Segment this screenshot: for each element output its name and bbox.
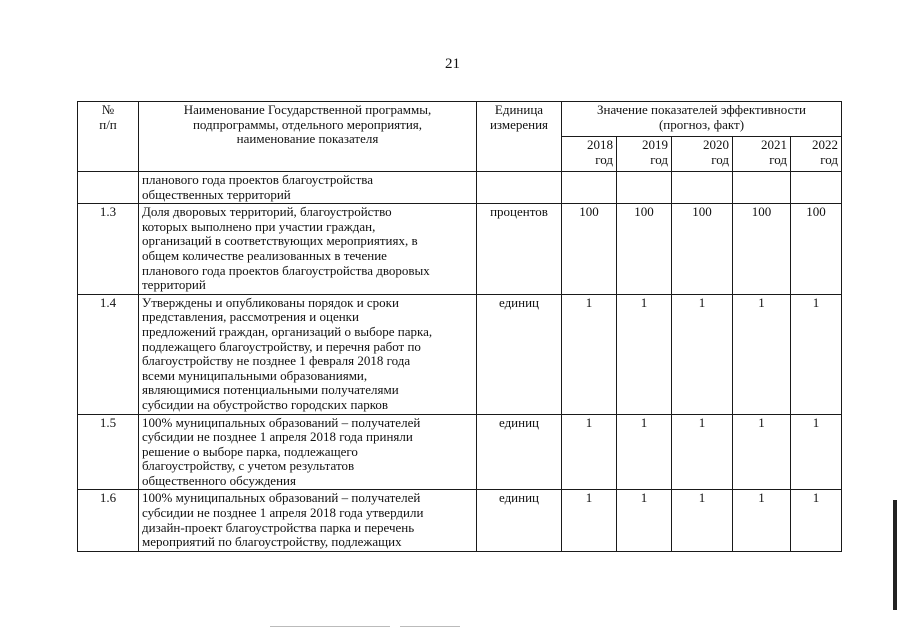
row-value-2018: 1	[562, 294, 617, 414]
row-value-2018	[562, 172, 617, 204]
row-value-2019: 1	[617, 294, 672, 414]
row-value-2022: 1	[791, 294, 842, 414]
header-values-title-text: Значение показателей эффективности (прогноз, факт)	[597, 102, 806, 132]
row-indicator-name: Утверждены и опубликованы порядок и сроки представления, рассмотрения и оценки предложений граждан, организаций о выборе парка, подлежащего благоустройству, и перечня работ по благоустройству не позднее 1 февраля 2018 года всеми муниципальными образованиями, являющимися потенциальными получателями субсидии на обустройство городских парков	[139, 294, 477, 414]
indicators-table	[77, 101, 842, 552]
row-unit: единиц	[477, 294, 562, 414]
year-number: 2020	[703, 137, 729, 152]
row-value-2020: 1	[672, 294, 733, 414]
header-num	[78, 102, 139, 172]
year-number: 2021	[761, 137, 787, 152]
scan-noise-line	[270, 626, 390, 627]
header-year	[672, 137, 733, 172]
row-value-2021: 1	[733, 414, 791, 490]
page-number: 21	[445, 56, 460, 72]
row-value-2022	[791, 172, 842, 204]
row-value-2021	[733, 172, 791, 204]
row-value-2020: 100	[672, 204, 733, 295]
header-unit	[477, 102, 562, 172]
row-value-2022: 1	[791, 414, 842, 490]
row-value-2021: 1	[733, 294, 791, 414]
header-name-text: Наименование Государственной программы, подпрограммы, отдельного мероприятия, наименование показателя	[183, 102, 432, 147]
scan-edge-mark	[893, 500, 897, 610]
row-number: 1.5	[78, 414, 139, 490]
table-row	[78, 490, 842, 551]
row-value-2019: 100	[617, 204, 672, 295]
row-value-2018: 100	[562, 204, 617, 295]
row-value-2020: 1	[672, 490, 733, 551]
header-year	[733, 137, 791, 172]
row-value-2021: 100	[733, 204, 791, 295]
row-value-2018: 1	[562, 414, 617, 490]
year-word: год	[820, 151, 839, 167]
row-unit: единиц	[477, 414, 562, 490]
row-number: 1.3	[78, 204, 139, 295]
year-number: 2018	[587, 137, 613, 152]
header-year	[791, 137, 842, 172]
header-year	[617, 137, 672, 172]
table-header	[78, 102, 842, 172]
row-indicator-name: 100% муниципальных образований – получателей субсидии не позднее 1 апреля 2018 года утвердили дизайн-проект благоустройства парка и перечень мероприятий по благоустройству, подлежащих	[139, 490, 477, 551]
year-number: 2019	[642, 137, 668, 152]
table-row	[78, 414, 842, 490]
row-indicator-name: Доля дворовых территорий, благоустройство которых выполнено при участии граждан, организаций в соответствующих мероприятиях, в общем количестве реализованных в течение планового года проектов благоустройства дворовых территорий	[139, 204, 477, 295]
header-unit-text: Единица измерения	[489, 102, 549, 132]
year-number: 2022	[812, 137, 839, 152]
row-indicator-name: планового года проектов благоустройства общественных территорий	[139, 172, 477, 204]
header-num-text: № п/п	[99, 102, 117, 132]
row-number: 1.4	[78, 294, 139, 414]
header-values-title	[562, 102, 842, 137]
row-value-2021: 1	[733, 490, 791, 551]
table-row	[78, 204, 842, 295]
row-unit: процентов	[477, 204, 562, 295]
row-value-2019: 1	[617, 490, 672, 551]
table-row	[78, 172, 842, 204]
row-value-2019: 1	[617, 414, 672, 490]
row-indicator-name: 100% муниципальных образований – получателей субсидии не позднее 1 апреля 2018 года приняли решение о выборе парка, подлежащего благоустройству, с учетом результатов общественного обсуждения	[139, 414, 477, 490]
row-unit: единиц	[477, 490, 562, 551]
header-name	[139, 102, 477, 172]
row-number	[78, 172, 139, 204]
scan-noise-line	[400, 626, 460, 627]
row-unit	[477, 172, 562, 204]
row-value-2020: 1	[672, 414, 733, 490]
year-word: год	[769, 151, 787, 167]
row-value-2022: 100	[791, 204, 842, 295]
row-value-2019	[617, 172, 672, 204]
row-number: 1.6	[78, 490, 139, 551]
row-value-2020	[672, 172, 733, 204]
year-word: год	[595, 151, 613, 167]
year-word: год	[711, 151, 729, 167]
year-word: год	[650, 151, 668, 167]
row-value-2018: 1	[562, 490, 617, 551]
table-row	[78, 294, 842, 414]
header-year	[562, 137, 617, 172]
row-value-2022: 1	[791, 490, 842, 551]
